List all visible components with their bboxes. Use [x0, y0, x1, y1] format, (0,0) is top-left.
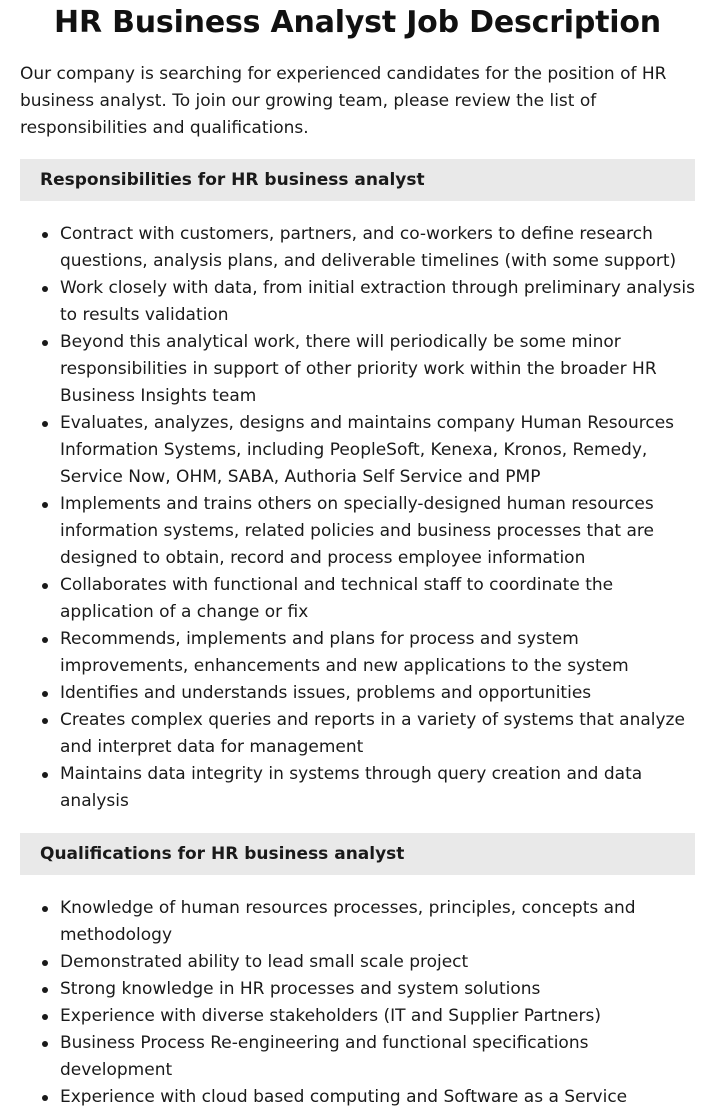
bullet-icon [42, 960, 48, 966]
bullet-icon [42, 1014, 48, 1020]
list-item-text: Experience with diverse stakeholders (IT and Supplier Partners) [60, 1006, 601, 1026]
list-item-text: Collaborates with functional and technical staff to coordinate the application of a change or fix [60, 575, 614, 622]
list-item [20, 410, 695, 491]
bullet-icon [42, 987, 48, 993]
list-item [20, 680, 695, 707]
list-item-text: Work closely with data, from initial extraction through preliminary analysis to results validation [60, 278, 695, 325]
list-item-text: Maintains data integrity in systems through query creation and data analysis [60, 764, 643, 811]
bullet-icon [42, 1041, 48, 1047]
list-item-text: Experience with cloud based computing and Software as a Service [60, 1087, 628, 1107]
bullet-icon [42, 772, 48, 778]
list-item-text: Knowledge of human resources processes, principles, concepts and methodology [60, 898, 636, 945]
list-item [20, 707, 695, 761]
list-item [20, 895, 695, 949]
bullet-icon [42, 583, 48, 589]
bullet-icon [42, 421, 48, 427]
list-item [20, 626, 695, 680]
list-item [20, 761, 695, 815]
list-item [20, 572, 695, 626]
bullet-icon [42, 906, 48, 912]
list-item-text: Demonstrated ability to lead small scale project [60, 952, 469, 972]
list-item [20, 491, 695, 572]
list-item [20, 949, 695, 976]
list-item-text: Strong knowledge in HR processes and system solutions [60, 979, 541, 999]
responsibilities-list [20, 221, 695, 815]
list-item-text: Evaluates, analyzes, designs and maintains company Human Resources Information Systems, including PeopleSoft, Kenexa, Kronos, Remedy, Service Now, OHM, SABA, Authoria Self Service and PMP [60, 413, 675, 487]
list-item [20, 1003, 695, 1030]
bullet-icon [42, 691, 48, 697]
bullet-icon [42, 718, 48, 724]
responsibilities-heading: Responsibilities for HR business analyst [20, 159, 695, 201]
bullet-icon [42, 286, 48, 292]
qualifications-heading: Qualifications for HR business analyst [20, 833, 695, 875]
list-item-text: Contract with customers, partners, and co-workers to define research questions, analysis plans, and deliverable timelines (with some support) [60, 224, 677, 271]
list-item [20, 976, 695, 1003]
page-title: HR Business Analyst Job Description [54, 5, 661, 40]
list-item [20, 329, 695, 410]
list-item [20, 221, 695, 275]
bullet-icon [42, 637, 48, 643]
bullet-icon [42, 1095, 48, 1101]
bullet-icon [42, 502, 48, 508]
list-item-text: Business Process Re-engineering and functional specifications development [60, 1033, 589, 1080]
bullet-icon [42, 232, 48, 238]
intro-paragraph: Our company is searching for experienced candidates for the position of HR business analyst. To join our growing team, please review the list of responsibilities and qualifications. [20, 64, 667, 138]
list-item-text: Identifies and understands issues, problems and opportunities [60, 683, 592, 703]
list-item [20, 1030, 695, 1084]
list-item-text: Beyond this analytical work, there will periodically be some minor responsibilities in support of other priority work within the broader HR Business Insights team [60, 332, 657, 406]
list-item-text: Implements and trains others on specially-designed human resources information systems, related policies and business processes that are designed to obtain, record and process employee information [60, 494, 654, 568]
list-item [20, 275, 695, 329]
bullet-icon [42, 340, 48, 346]
list-item-text: Recommends, implements and plans for process and system improvements, enhancements and new applications to the system [60, 629, 629, 676]
qualifications-list [20, 895, 695, 1111]
list-item-text: Creates complex queries and reports in a variety of systems that analyze and interpret data for management [60, 710, 685, 757]
list-item [20, 1084, 695, 1111]
